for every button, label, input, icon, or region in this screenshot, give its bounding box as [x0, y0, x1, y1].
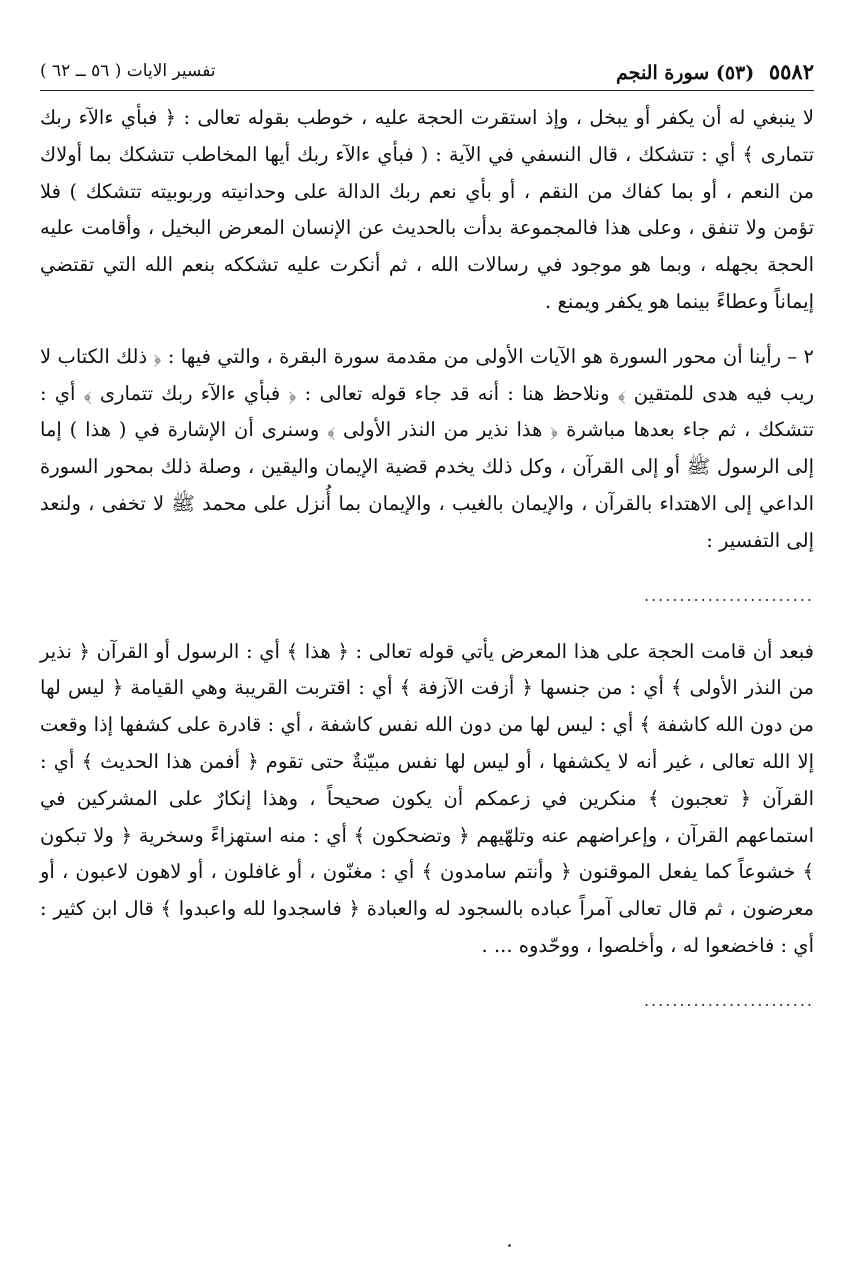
- page-body: [40, 100, 814, 1039]
- dotted-divider-bottom: ........................: [643, 990, 814, 1010]
- page-mark: [508, 1244, 511, 1247]
- paragraph-2: ٢ – رأينا أن محور السورة هو الآيات الأولى من مقدمة سورة البقرة ، والتي فيها : ﴿ ذلك الكتاب لا ريب فيه هدى للمتقين ﴾ ونلاحظ هنا : أنه قد جاء قوله تعالى : ﴿ فبأي ءالآء ربك تتمارى ﴾ أي : تتشكك ، ثم جاء بعدها مباشرة ﴿ هذا نذير من النذر الأولى ﴾ وسنرى أن الإشارة في ( هذا ) إما إلى الرسول ﷺ أو إلى القرآن ، وكل ذلك يخدم قضية الإيمان واليقين ، وصلة ذلك بمحور السورة الداعي إلى الاهتداء بالقرآن ، والإيمان بالغيب ، والإيمان بما أُنزل على محمد ﷺ لا تخفى ، ولنعد إلى التفسير :: [40, 344, 814, 552]
- section-title: تفسير الايات ( ٥٦ ــ ٦٢ ): [40, 61, 216, 81]
- paragraph-3: فبعد أن قامت الحجة على هذا المعرض يأتي قوله تعالى : ﴿ هذا ﴾ أي : الرسول أو القرآن ﴿ نذير من النذر الأولى ﴾ أي : من جنسها ﴿ أزفت الآزفة ﴾ أي : اقتربت القريبة وهي القيامة ﴿ ليس لها من دون الله كاشفة ﴾ أي : ليس لها من دون الله نفس كاشفة ، أي : قادرة على كشفها إذا وقعت إلا الله تعالى ، غير أنه لا يكشفها ، أو ليس لها نفس مبيّنةٌ حتى تقوم ﴿ أفمن هذا الحديث ﴾ أي : القرآن ﴿ تعجبون ﴾ منكرين في زعمكم أن يكون صحيحاً ، وهذا إنكارٌ على المشركين في استماعهم القرآن ، وإعراضهم عنه وتلهّيهم ﴿ وتضحكون ﴾ أي : منه استهزاءً وسخرية ﴿ ولا تبكون ﴾ خشوعاً كما يفعل الموقنون ﴿ وأنتم سامدون ﴾ أي : مغنّون ، أو غافلون ، أو لاهون لاعبون ، أو معرضون ، ثم قال تعالى آمراً عباده بالسجود له والعبادة ﴿ فاسجدوا لله واعبدوا ﴾ قال ابن كثير : أي : فاخضعوا له ، وأخلصوا ، ووحّدوه ... .: [40, 639, 814, 957]
- header-right: [616, 59, 814, 84]
- page-header: [40, 52, 814, 91]
- paragraph-spacer: [40, 321, 814, 339]
- paragraph-1: لا ينبغي له أن يكفر أو يبخل ، وإذ استقرت الحجة عليه ، خوطب بقوله تعالى : ﴿ فبأي ءالآء ربك تتمارى ﴾ أي : تتشكك ، قال النسفي في الآية : ( فبأي ءالآء ربك أيها المخاطب تتشكك بما أولاك من النعم ، أو بما كفاك من النقم ، أو بأي نعم ربك الدالة على وحدانيته وربوبيته تتشكك ) فلا تؤمن ولا تنفق ، وعلى هذا فالمجموعة بدأت بالحديث عن الإنسان المعرض البخيل ، وأقامت عليه الحجة بجهله ، وبما هو موجود في رسالات الله ، ثم أنكرت عليه تشككه بنعم الله التي تقتضي إيماناً وعطاءً بينما هو يكفر ويمنع .: [40, 106, 814, 313]
- page-number: ٥٥٨٢: [768, 58, 814, 84]
- dotted-divider-top: ........................: [643, 585, 814, 605]
- surah-name: (٥٣) سورة النجم: [616, 61, 755, 84]
